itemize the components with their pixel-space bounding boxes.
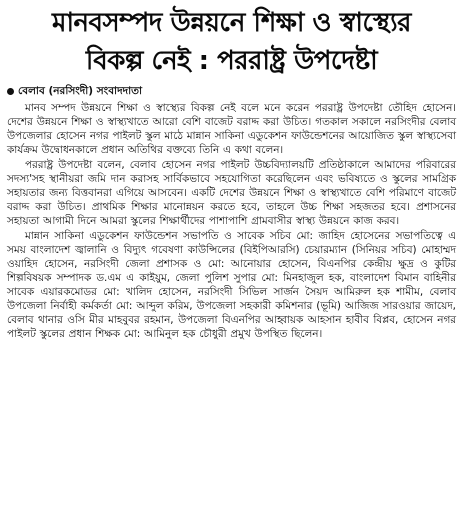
bullet-icon — [7, 88, 14, 95]
article-body — [7, 101, 456, 341]
dateline — [7, 85, 456, 98]
paragraph-1: মানব সম্পদ উন্নয়নে শিক্ষা ও স্বাস্থ্যের বিকল্প নেই বলে মনে করেন পররাষ্ট্র উপদেষ্টা তৌহিদ হোসেন। দেশের উন্নয়নে শিক্ষা ও স্বাস্থ্যখাতে আরো বেশি বাজেট বরাদ্দ করা উচিত। গতকাল সকালে নরসিংদীর বেলাব উপজেলার হোসেন নগর পাইলট স্কুল মাঠে মান্নান সাকিনা এডুকেশন ফাউন্ডেশনের আয়োজিত স্কুল স্বাস্থ্যসেবা কার্যক্রম উদ্বোধনকালে প্রধান অতিথির বক্তব্যে তিনি এ কথা বলেন। — [7, 102, 456, 156]
headline-line-2: বিকল্প নেই : পররাষ্ট্র উপদেষ্টা — [85, 46, 378, 76]
paragraph-2: পররাষ্ট্র উপদেষ্টা বলেন, বেলাব হোসেন নগর পাইলট উচ্চবিদ্যালয়টি প্রতিষ্ঠাকালে আমাদের পরিবারের সদস্য'সহ স্থানীয়রা জমি দান করাসহ সার্বিকভাবে সহযোগিতা করেছিলেন এবং ভবিষ্যতে ও স্কুলের সামগ্রিক সহায়তার জন্য বিত্তবানরা এগিয়ে আসবেন। একটি দেশের উন্নয়নে শিক্ষা ও স্বাস্থ্যখাতে বেশি পরিমাণে বাজেট বরাদ্দ করা উচিত। প্রাথমিক শিক্ষার মানোন্নয়ন করতে হবে, তাহলে উচ্চ শিক্ষা সহজতর হবে। প্রশাসনের সহায়তা আগামী দিনে আমরা স্কুলের শিক্ষার্থীদের পাশাপাশি গ্রামবাসীর স্বাস্থ্য উন্নয়নে কাজ করব। — [7, 159, 456, 227]
headline — [7, 4, 456, 80]
dateline-text: বেলাব (নরসিংদী) সংবাদদাতা — [18, 85, 143, 97]
headline-line-1: মানবসম্পদ উন্নয়নে শিক্ষা ও স্বাস্থ্যের — [52, 8, 411, 38]
paragraph-3: মান্নান সাকিনা এডুকেশন ফাউন্ডেশন সভাপতি ও সাবেক সচিব মো: জাহিদ হোসেনের সভাপতিত্বে এ সময় বাংলাদেশ জ্বালানি ও বিদ্যুৎ গবেষণা কাউন্সিলের (বিইপিআরসি) চেয়ারম্যান (সিনিয়র সচিব) মোহাম্মদ ওয়াহিদ হোসেন, নরসিংদী জেলা প্রশাসক ও মো: আনোয়ার হোসেন, বিএনপির কেন্দ্রীয় ক্ষুদ্র ও কুটির শিল্পবিষয়ক সম্পাদক ড.এম এ কাইয়ুম, জেলা পুলিশ সুপার মো: মিনহাজুল হক, বাংলাদেশ বিমান বাহিনীর সাবেক এয়ারকমোডর মো: খালিদ হোসেন, নরসিংদী সিভিল সার্জন সৈয়দ আমিরুল হক শামীম, বেলাব উপজেলা নির্বাহী কর্মকর্তা মো: আব্দুল করিম, উপজেলা সহকারী কমিশনার (ভূমি) আজিজ সারওয়ার জায়েদ, বেলাব থানার ওসি মীর মাহবুবর রহমান, উপজেলা বিএনপির আহ্বায়ক আহসান হাবীব বিপ্লব, হোসেন নগর পাইলট স্কুলের প্রধান শিক্ষক মো: আমিনুল হক চৌধুরী প্রমুখ উপস্থিত ছিলেন। — [7, 230, 456, 340]
